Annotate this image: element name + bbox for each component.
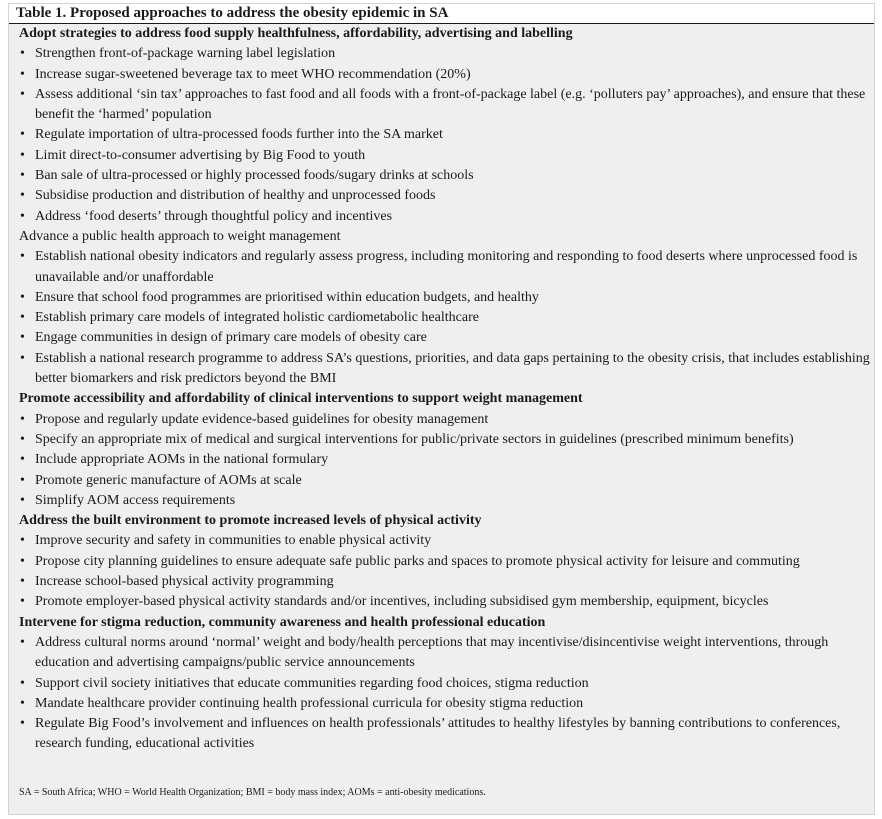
list-item (19, 450, 875, 470)
section-heading: Promote accessibility and affordability of clinical interventions to support weight management (19, 391, 583, 407)
bullet-icon: • (20, 431, 25, 447)
bullet-icon: • (20, 411, 25, 427)
table-section (19, 24, 875, 227)
bullet-icon: • (20, 634, 25, 650)
list-item-text: Propose city planning guidelines to ensure adequate safe public parks and spaces to promote physical activity for leisure and commuting (35, 553, 800, 569)
table-section (19, 511, 875, 612)
list-item-text: Establish primary care models of integrated holistic cardiometabolic healthcare (35, 310, 479, 326)
list-item-text: Increase school-based physical activity programming (35, 574, 334, 590)
bullet-icon: • (20, 66, 25, 82)
bullet-icon: • (20, 695, 25, 711)
bullet-icon: • (20, 127, 25, 143)
list-item-text: Include appropriate AOMs in the national formulary (35, 452, 329, 468)
list-item (19, 491, 875, 511)
list-item (19, 572, 875, 592)
bullet-icon: • (20, 249, 25, 265)
bullet-icon: • (20, 716, 25, 732)
bullet-icon: • (20, 574, 25, 590)
section-heading: Intervene for stigma reduction, community awareness and health professional education (19, 614, 546, 630)
bullet-icon: • (20, 289, 25, 305)
bullet-icon: • (20, 472, 25, 488)
bullet-icon: • (20, 675, 25, 691)
list-item (19, 247, 875, 288)
section-heading: Advance a public health approach to weight management (19, 228, 341, 244)
list-item-text: Simplify AOM access requirements (35, 492, 236, 508)
bullet-icon: • (20, 208, 25, 224)
list-item (19, 552, 875, 572)
list-item-text: Strengthen front-of-package warning label legislation (35, 46, 336, 62)
list-item (19, 44, 875, 64)
bullet-icon: • (20, 330, 25, 346)
list-item (19, 633, 875, 674)
list-item (19, 288, 875, 308)
list-item-text: Limit direct-to-consumer advertising by Big Food to youth (35, 147, 366, 163)
bullet-icon: • (20, 594, 25, 610)
list-item (19, 186, 875, 206)
list-item-text: Improve security and safety in communities to enable physical activity (35, 533, 432, 549)
list-item-text: Ban sale of ultra-processed or highly processed foods/sugary drinks at schools (35, 168, 474, 184)
list-item-text: Propose and regularly update evidence-based guidelines for obesity management (35, 411, 489, 427)
list-item-text: Address cultural norms around ‘normal’ weight and body/health perceptions that may incentivise/disincentivise weight interventions, through education and advertising campaigns/public service announcements (35, 634, 829, 671)
bullet-icon: • (20, 86, 25, 102)
bullet-icon: • (20, 492, 25, 508)
list-item-text: Establish a national research programme to address SA’s questions, priorities, and data gaps pertaining to the obesity crisis, that includes establishing better biomarkers and risk predictors beyond the BMI (35, 350, 870, 387)
bullet-icon: • (20, 46, 25, 62)
list-item (19, 85, 875, 126)
list-item (19, 694, 875, 714)
list-item (19, 125, 875, 145)
list-item-text: Promote employer-based physical activity standards and/or incentives, including subsidised gym membership, equipment, bicycles (35, 594, 769, 610)
list-item (19, 349, 875, 390)
bullet-icon: • (20, 188, 25, 204)
list-item-text: Establish national obesity indicators and regularly assess progress, including monitoring and responding to food deserts where unprocessed food is unavailable and/or unaffordable (35, 249, 858, 285)
list-item-text: Support civil society initiatives that educate communities regarding food choices, stigma reduction (35, 675, 589, 691)
list-item (19, 146, 875, 166)
bullet-list (19, 531, 875, 612)
list-item (19, 65, 875, 85)
bullet-list (19, 44, 875, 227)
list-item (19, 430, 875, 450)
list-item-text: Assess additional ‘sin tax’ approaches to fast food and all foods with a front-of-package label (e.g. ‘polluters pay’ approaches), and ensure that these benefit the ‘harmed’ population (35, 86, 866, 123)
table-body (19, 24, 875, 755)
list-item (19, 410, 875, 430)
bullet-icon: • (20, 310, 25, 326)
bullet-icon: • (20, 350, 25, 366)
list-item-text: Promote generic manufacture of AOMs at scale (35, 472, 302, 488)
bullet-list (19, 247, 875, 389)
list-item-text: Increase sugar-sweetened beverage tax to meet WHO recommendation (20%) (35, 66, 471, 82)
list-item-text: Engage communities in design of primary care models of obesity care (35, 330, 427, 346)
bullet-icon: • (20, 553, 25, 569)
bullet-icon: • (20, 452, 25, 468)
list-item (19, 166, 875, 186)
list-item-text: Subsidise production and distribution of healthy and unprocessed foods (35, 188, 436, 204)
table-title: Table 1. Proposed approaches to address the obesity epidemic in SA (16, 5, 449, 21)
list-item (19, 674, 875, 694)
list-item-text: Regulate Big Food’s involvement and influences on health professionals’ attitudes to healthy lifestyles by banning contributions to conferences, research funding, educational activities (35, 716, 841, 752)
list-item-text: Ensure that school food programmes are prioritised within education budgets, and healthy (35, 289, 539, 305)
bullet-icon: • (20, 147, 25, 163)
table-title-bar (9, 4, 874, 24)
table-section (19, 227, 875, 389)
bullet-list (19, 410, 875, 511)
table-section (19, 613, 875, 755)
list-item (19, 207, 875, 227)
list-item-text: Specify an appropriate mix of medical and surgical interventions for public/private sectors in guidelines (prescribed minimum benefits) (35, 431, 794, 447)
table-panel (8, 3, 875, 815)
section-heading: Address the built environment to promote increased levels of physical activity (19, 513, 482, 529)
list-item (19, 328, 875, 348)
list-item (19, 531, 875, 551)
list-item (19, 592, 875, 612)
table-footnote: SA = South Africa; WHO = World Health Organization; BMI = body mass index; AOMs = anti-obesity medications. (19, 787, 486, 798)
list-item (19, 471, 875, 491)
list-item (19, 714, 875, 755)
bullet-list (19, 633, 875, 755)
bullet-icon: • (20, 168, 25, 184)
bullet-icon: • (20, 533, 25, 549)
list-item-text: Regulate importation of ultra-processed foods further into the SA market (35, 127, 443, 143)
list-item (19, 308, 875, 328)
table-section (19, 389, 875, 511)
list-item-text: Mandate healthcare provider continuing health professional curricula for obesity stigma reduction (35, 695, 584, 711)
list-item-text: Address ‘food deserts’ through thoughtful policy and incentives (35, 208, 393, 224)
section-heading: Adopt strategies to address food supply healthfulness, affordability, advertising and labelling (19, 26, 573, 41)
